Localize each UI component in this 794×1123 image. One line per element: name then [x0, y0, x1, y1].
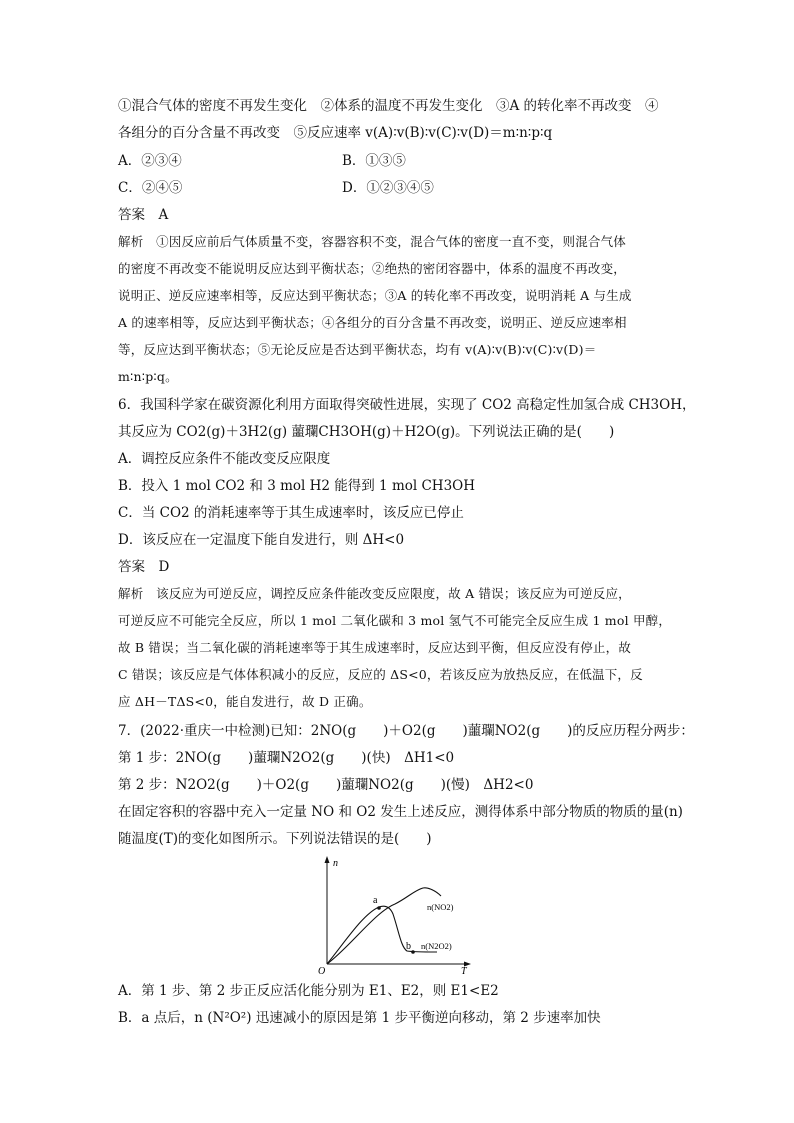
n2o2-curve-label: n(N2O2) — [421, 941, 452, 951]
q7-stem-1: 7．(2022·重庆一中检测)已知：2NO(g )＋O2(g )蘁瓓NO2(g )的反应历程分两步： — [118, 723, 694, 739]
q7-option-a: A．第 1 步、第 2 步正反应活化能分别为 E1、E2，则 E1<E2 — [118, 983, 499, 999]
x-axis-label: T — [461, 966, 467, 977]
q5-option-c: C．②④⑤ — [118, 180, 183, 196]
point-a-marker — [377, 906, 381, 910]
q5-explanation-3: 说明正、逆反应速率相等，反应达到平衡状态；③A 的转化率不再改变，说明消耗 A 与生成 — [118, 288, 632, 303]
n-vs-t-figure — [315, 852, 485, 977]
q6-explanation-2: 可逆反应不可能完全反应，所以 1 mol 二氧化碳和 3 mol 氢气不可能完全反应生成 1 mol 甲醇， — [118, 613, 672, 628]
q5-explanation-2: 的密度不再改变不能说明反应达到平衡状态；②绝热的密闭容器中，体系的温度不再改变， — [118, 261, 627, 276]
q5-conditions-line-1: ①混合气体的密度不再发生变化 ②体系的温度不再发生变化 ③A 的转化率不再改变 ④ — [118, 98, 659, 114]
q5-answer: 答案 A — [118, 207, 169, 223]
no2-curve — [327, 888, 441, 964]
q5-option-a: A．②③④ — [118, 153, 182, 169]
q5-explanation-1: 解析 ①因反应前后气体质量不变，容器容积不变，混合气体的密度一直不变，则混合气体 — [118, 234, 627, 249]
q6-option-c: C．当 CO2 的消耗速率等于其生成速率时，该反应已停止 — [118, 505, 464, 521]
q6-stem-2: 其反应为 CO2(g)＋3H2(g) 蘁瓓CH3OH(g)＋H2O(g)。下列说法正确的是( ) — [118, 424, 615, 440]
n2o2-curve — [327, 906, 437, 964]
q6-explanation-5: 应 ΔH－TΔS<0，能自发进行，故 D 正确。 — [118, 694, 372, 709]
q7-option-b: B．a 点后，n (N²O²) 迅速减小的原因是第 1 步平衡逆向移动，第 2 步速率加快 — [118, 1010, 601, 1026]
q7-step-1: 第 1 步：2NO(g )蘁瓓N2O2(g )(快) ΔH1<0 — [118, 750, 455, 766]
q5-explanation-5: 等，反应达到平衡状态；⑤无论反应是否达到平衡状态，均有 v(A)∶v(B)∶v(C)∶v(D)＝ — [118, 342, 597, 357]
point-b-marker — [411, 950, 415, 954]
q7-stem-3: 随温度(T)的变化如图所示。下列说法错误的是( ) — [118, 831, 432, 847]
origin-label: O — [318, 966, 326, 977]
q6-stem-1: 6．我国科学家在碳资源化利用方面取得突破性进展，实现了 CO2 高稳定性加氢合成 CH3OH， — [118, 397, 696, 413]
no2-curve-label: n(NO2) — [427, 902, 454, 912]
q6-answer: 答案 D — [118, 559, 170, 575]
q5-conditions-line-2: 各组分的百分含量不再改变 ⑤反应速率 v(A)∶v(B)∶v(C)∶v(D)＝m∶n∶p∶q — [118, 125, 553, 141]
q6-option-b: B．投入 1 mol CO2 和 3 mol H2 能得到 1 mol CH3OH — [118, 478, 476, 494]
q7-stem-2: 在固定容积的容器中充入一定量 NO 和 O2 发生上述反应，测得体系中部分物质的物质的量(n) — [118, 804, 683, 820]
q6-explanation-3: 故 B 错误；当二氧化碳的消耗速率等于其生成速率时，反应达到平衡，但反应没有停止，故 — [118, 640, 632, 655]
q5-option-d: D．①②③④⑤ — [342, 180, 434, 196]
q5-explanation-6: m∶n∶p∶q。 — [118, 369, 178, 384]
q6-option-d: D．该反应在一定温度下能自发进行，则 ΔH<0 — [118, 532, 405, 548]
point-a-label: a — [373, 895, 378, 906]
q6-explanation-1: 解析 该反应为可逆反应，调控反应条件能改变反应限度，故 A 错误；该反应为可逆反应， — [118, 586, 631, 601]
q5-explanation-4: A 的速率相等，反应达到平衡状态；④各组分的百分含量不再改变，说明正、逆反应速率相 — [118, 315, 627, 330]
y-axis-label: n — [333, 858, 338, 869]
q7-step-2: 第 2 步：N2O2(g )＋O2(g )蘁瓓NO2(g )(慢) ΔH2<0 — [118, 777, 534, 793]
q5-option-b: B．①③⑤ — [342, 153, 406, 169]
q6-explanation-4: C 错误；该反应是气体体积减小的反应，反应的 ΔS<0，若该反应为放热反应，在低温下，反 — [118, 667, 643, 682]
y-axis-arrow — [325, 856, 330, 863]
q6-option-a: A．调控反应条件不能改变反应限度 — [118, 451, 331, 467]
point-b-label: b — [406, 941, 411, 952]
